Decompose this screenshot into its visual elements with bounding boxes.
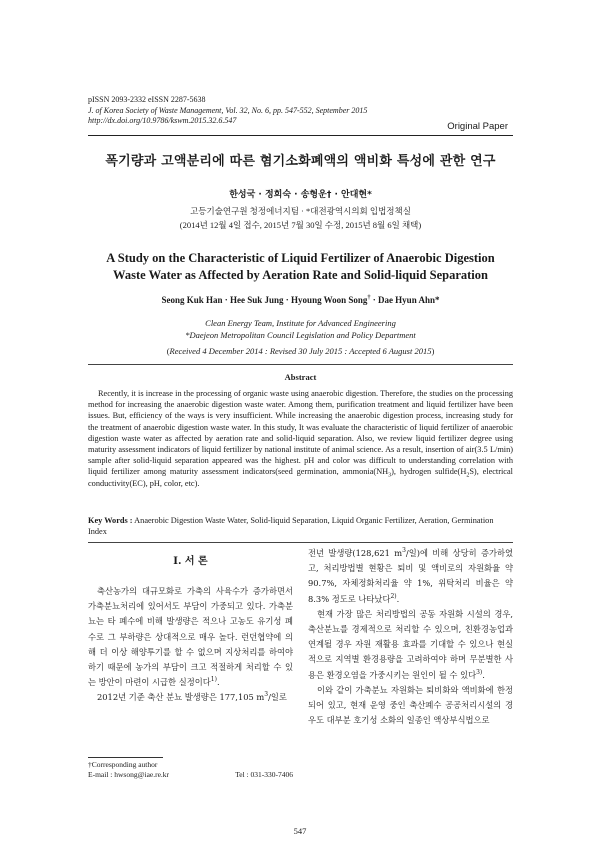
paragraph-end: . [396,593,400,604]
paragraph [88,584,293,690]
keywords-label: Key Words : [88,516,133,525]
abstract-top-rule [88,364,513,365]
footnote-label: †Corresponding author [88,760,158,769]
paragraph-text: 축산농가의 대규모화로 가축의 사육수가 증가하면서 가축분뇨처리에 있어서도 부담이 가중되고 있다. 가축분뇨는 타 폐수에 비해 발생량은 적으나 고농도 유기성 폐수로 그 부하량은 상대적으로 매우 높다. 런던협약에 의해 더 이상 해양투기를 할 수 없으며 지상처리를 하여야 하기 때문에 농가의 부담이 크고 적절하게 처리할 수 있는 방안이 마련이 시급한 실정이다 [88,586,293,688]
body-column-right [308,546,513,728]
abstract-text-1: Recently, it is increase in the processing of organic waste using anaerobic digestion. Therefore, the studies on the processing method for increasing the anaerobic digestion waste water. Among them, purification treatment and liquid fertilizer have been issues. But, efficiency of the ways is very insufficient. While increasing the anaerobic digestion process, increasing study for the treatment of anaerobic digestion waste water. In this study, It was evaluate the characteristic of liquid fertilizer of anaerobic digestion waste water as affected by aeration rate and solid-liquid separation. Also, we review liquid fertilizer degree using maturity assessment indicators of liquid fertilizer by national institute of animal science. As a result, insertion of air(3.5 L/min) sample after solid-liquid separation appeared was the highest. pH and color was difficult to understanding correlation with liquid fertilizer among maturity assessment indicators(seed germination, ammonia(NH [88,389,513,477]
paragraph-text: 현재 가장 많은 처리방법의 공동 자원화 시설의 경우, 축산분뇨를 경제적으로 처리할 수 있으며, 친환경농업과 연계될 경우 자원 재활용 효과를 기대할 수 있으나 현실적으로 지역별 환경용량을 고려하여야 하며 무분별한 사용은 환경오염을 가중시키는 원인이 될 수 있다 [308,608,513,680]
korean-affiliation: 고등기술연구원 청정에너지팀 · *대전광역시의회 입법정책실 [190,206,411,216]
paragraph [308,546,513,607]
superscript: 3 [402,547,406,555]
paragraph-text: 2012년 기준 축산 분뇨 발생량은 177,105 m [97,692,265,703]
paragraph-end: . [216,677,220,688]
body-column-left [88,584,293,706]
paragraph-text: 이와 같이 가축분뇨 자원화는 퇴비화와 액비화에 한정되어 있고, 현재 운영 중인 축산폐수 공공처리시설의 경우도 대부분 호기성 소화의 일종인 액상부식법으로 [308,684,513,726]
paragraph-text: 전년 발생량(128,621 m [308,548,403,558]
abstract-sub-1: 3 [388,473,392,480]
paragraph-end: . [482,669,485,680]
journal-header [88,95,418,127]
paragraph [308,607,513,683]
korean-title: 폭기량과 고액분리에 따른 혐기소화폐액의 액비화 특성에 관한 연구 [105,154,496,169]
english-authors-tail: · Dae Hyun Ahn* [370,295,440,305]
paragraph-text: /일로 [268,692,287,703]
footnote-email[interactable]: E-mail : hwsong@iae.re.kr [88,770,170,779]
issn-line: pISSN 2093-2332 eISSN 2287-5638 [88,95,206,104]
abstract-bottom-rule [88,542,513,543]
journal-citation: J. of Korea Society of Waste Management, Vol. 32, No. 6, pp. 547-552, September 2015 [88,105,368,115]
abstract-text-3: S), electrical conductivity(EC), pH, color, etc). [88,467,513,488]
reference-marker: 3) [476,668,483,676]
keywords [88,515,513,537]
korean-authors: 한성국 · 정희숙 · 송형운† · 안대현* [229,190,372,200]
paper-type-label: Original Paper [447,121,508,132]
abstract-body [88,388,513,489]
english-affiliation-1: Clean Energy Team, Institute for Advanced Engineering [205,318,396,328]
reference-marker: 2) [390,592,397,600]
doi-link[interactable]: http://dx.doi.org/10.9786/kswm.2015.32.6.547 [88,116,237,125]
abstract-text-2: ), hydrogen sulfide(H [391,467,467,477]
abstract-heading: Abstract [284,372,317,382]
keywords-text: Anaerobic Digestion Waste Water, Solid-liquid Separation, Liquid Organic Fertilizer, Aeration, Germination Index [88,516,494,537]
english-title [88,250,513,284]
paragraph [308,683,513,729]
english-affiliation-2: *Daejeon Metropolitan Council Legislation and Policy Department [185,329,416,340]
superscript: 3 [264,691,269,699]
corresponding-dagger: † [367,295,371,301]
english-dates [88,346,513,356]
header-rule [88,135,513,136]
english-title-line2: Waste Water as Affected by Aeration Rate and Solid-liquid Separation [113,268,488,282]
dates-close-paren: ) [431,346,435,356]
paragraph-text: /일)에 비해 상당히 증가하였고, 처리방법별 현황은 퇴비 및 액비로의 자원화율 약 90.7%, 자체정화처리율 약 1%, 위탁처리 비율은 약 8.3% 정도로 나타났다 [308,548,514,604]
korean-dates: (2014년 12월 4일 접수, 2015년 7월 30일 수정, 2015년 8월 6일 채택) [179,220,422,230]
english-authors [88,295,513,305]
dates-open-paren: ( [166,346,170,356]
paragraph [88,690,293,705]
english-title-line1: A Study on the Characteristic of Liquid Fertilizer of Anaerobic Digestion [106,251,495,265]
abstract-sub-2: 2 [466,473,470,480]
reference-marker: 1) [210,676,217,684]
page-number: 547 [293,826,307,836]
footnote-tel: Tel : 031-330-7406 [235,770,293,779]
english-affiliation [88,318,513,341]
footnote-rule [88,757,163,758]
english-authors-main: Seong Kuk Han · Hee Suk Jung · Hyoung Woon Song [161,295,368,305]
english-dates-text: Received 4 December 2014 : Revised 30 July 2015 : Accepted 6 August 2015 [169,346,432,356]
section-heading-introduction: I. 서 론 [173,556,208,567]
footnote [88,760,293,780]
